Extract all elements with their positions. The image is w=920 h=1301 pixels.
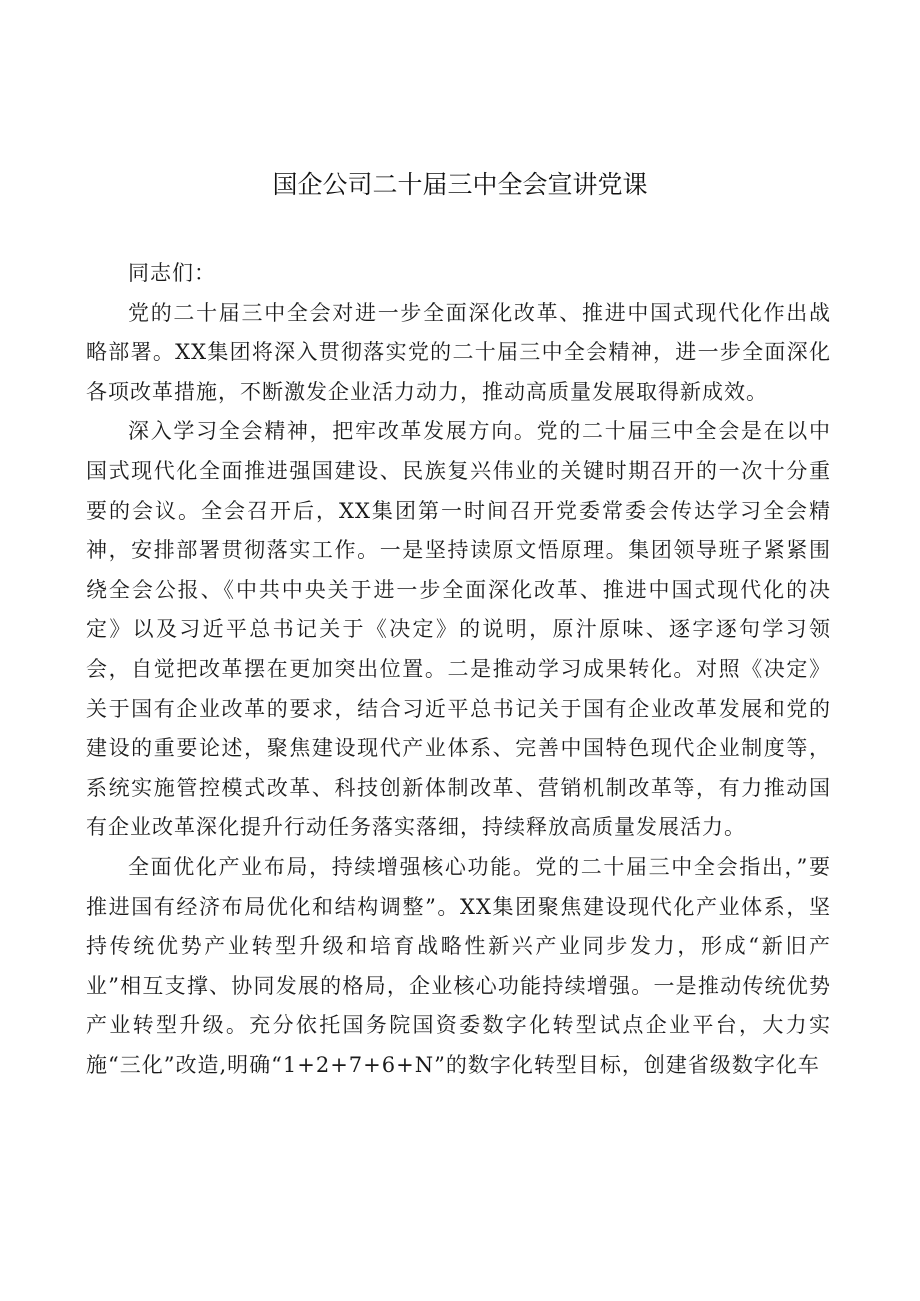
salutation: 同志们：	[128, 261, 216, 285]
document-title: 国企公司二十届三中全会宣讲党课	[272, 170, 648, 199]
paragraph-3: 全面优化产业布局，持续增强核心功能。党的二十届三中全会指出，”要推进国有经济布局优化和结构调整”。XX集团聚焦建设现代化产业体系，坚持传统优势产业转型升级和培育战略性新兴产业同步发力，形成“新旧产业”相互支撑、协同发展的格局，企业核心功能持续增强。一是推动传统优势产业转型升级。充分依托国务院国资委数字化转型试点企业平台，大力实施“三化”改造,明确“1+2+7+6+N”的数字化转型目标，创建省级数字化车	[86, 854, 831, 1077]
document-body	[86, 254, 831, 1085]
paragraph-2: 深入学习全会精神，把牢改革发展方向。党的二十届三中全会是在以中国式现代化全面推进强国建设、民族复兴伟业的关键时期召开的一次十分重要的会议。全会召开后，XX集团第一时间召开党委常委会传达学习全会精神，安排部署贯彻落实工作。一是坚持读原文悟原理。集团领导班子紧紧围绕全会公报、《中共中央关于进一步全面深化改革、推进中国式现代化的决定》以及习近平总书记关于《决定》的说明，原汁原味、逐字逐句学习领会，自觉把改革摆在更加突出位置。二是推动学习成果转化。对照《决定》关于国有企业改革的要求，结合习近平总书记关于国有企业改革发展和党的建设的重要论述，聚焦建设现代产业体系、完善中国特色现代企业制度等，系统实施管控模式改革、科技创新体制改革、营销机制改革等，有力推动国有企业改革深化提升行动任务落实落细，持续释放高质量发展活力。	[86, 419, 831, 840]
paragraph-1: 党的二十届三中全会对进一步全面深化改革、推进中国式现代化作出战略部署。XX集团将深入贯彻落实党的二十届三中全会精神，进一步全面深化各项改革措施，不断激发企业活力动力，推动高质量发展取得新成效。	[86, 300, 831, 404]
